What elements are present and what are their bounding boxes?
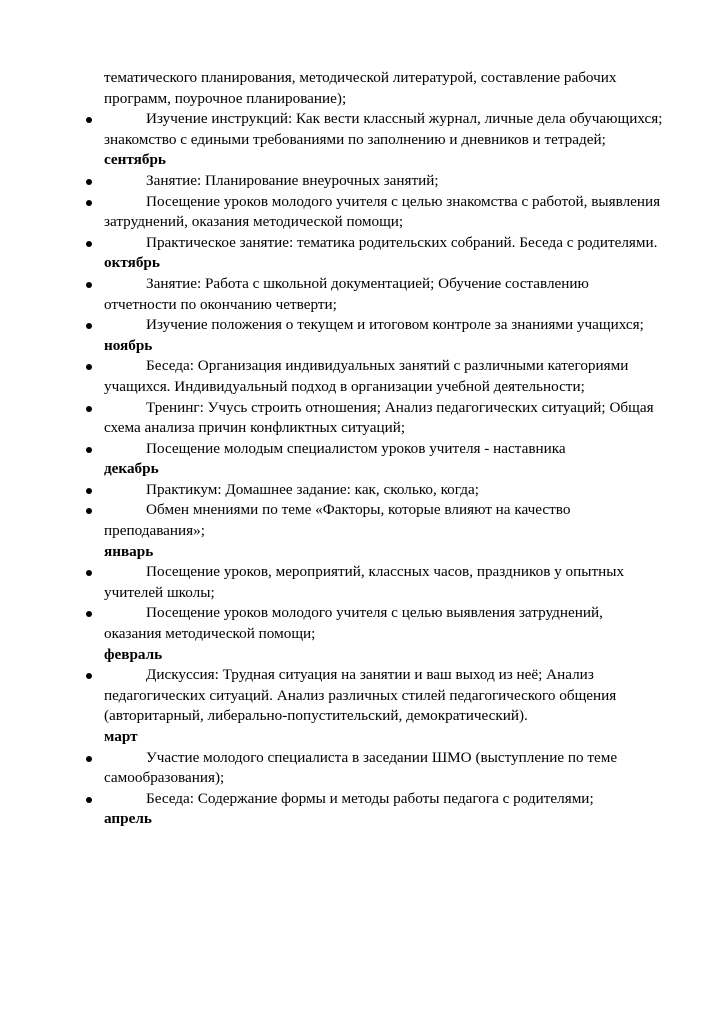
list-item-text: Посещение уроков, мероприятий, классных часов, праздников у опытных учителей школы; bbox=[104, 563, 625, 601]
bullet-icon bbox=[86, 611, 92, 617]
list-item bbox=[104, 665, 664, 727]
list-item bbox=[104, 480, 664, 501]
list-item bbox=[104, 109, 664, 150]
list-item-text: Беседа: Организация индивидуальных занятий с различными категориями учащихся. Индивидуальный подход в организации учебной деятельности; bbox=[104, 357, 629, 395]
bullet-icon bbox=[86, 117, 92, 123]
document-body bbox=[104, 68, 664, 830]
bullet-icon bbox=[86, 241, 92, 247]
month-heading: сентябрь bbox=[104, 151, 166, 169]
list-item-text: Практическое занятие: тематика родительских собраний. Беседа с родителями. bbox=[146, 233, 658, 251]
list-item bbox=[104, 356, 664, 397]
bullet-icon bbox=[86, 200, 92, 206]
month-heading: декабрь bbox=[104, 460, 159, 478]
list-item-text: Участие молодого специалиста в заседании ШМО (выступление по теме самообразования); bbox=[104, 748, 618, 787]
month-heading: апрель bbox=[104, 810, 152, 828]
list-item-text: Практикум: Домашнее задание: как, сколько, когда; bbox=[146, 480, 479, 498]
list-item-text: Беседа: Содержание формы и методы работы педагога с родителями; bbox=[146, 789, 594, 807]
list-item bbox=[104, 233, 664, 254]
bullet-icon bbox=[86, 406, 92, 412]
list-item bbox=[104, 192, 664, 233]
list-item-text: Занятие: Работа с школьной документацией; Обучение составлению отчетности по окончанию четверти; bbox=[104, 274, 589, 313]
list-item bbox=[104, 748, 664, 789]
list-item bbox=[104, 315, 664, 336]
bullet-icon bbox=[86, 508, 92, 514]
bullet-icon bbox=[86, 447, 92, 453]
paragraph: тематического планирования, методической литературой, составление рабочих программ, поурочное планирование); bbox=[104, 69, 617, 107]
list-item bbox=[104, 274, 664, 315]
month-heading: ноябрь bbox=[104, 336, 153, 354]
list-item-text: Изучение инструкций: Как вести классный журнал, личные дела обучающихся; знакомство с едиными требованиями по заполнению и дневников и тетрадей; bbox=[104, 110, 663, 148]
bullet-icon bbox=[86, 797, 92, 803]
month-heading: март bbox=[104, 728, 138, 745]
list-item-text: Посещение молодым специалистом уроков учителя - наставника bbox=[146, 439, 566, 457]
list-item-text: Посещение уроков молодого учителя с целью знакомства с работой, выявления затруднений, оказания методической помощи; bbox=[104, 192, 661, 231]
list-item bbox=[104, 789, 664, 810]
continuation-text bbox=[104, 68, 664, 109]
bullet-icon bbox=[86, 179, 92, 185]
month-heading: февраль bbox=[104, 645, 163, 663]
bullet-icon bbox=[86, 570, 92, 576]
month-heading: январь bbox=[104, 542, 154, 560]
bullet-icon bbox=[86, 756, 92, 762]
list-item bbox=[104, 439, 664, 460]
bullet-icon bbox=[86, 282, 92, 288]
bullet-icon bbox=[86, 364, 92, 370]
list-item-text: Тренинг: Учусь строить отношения; Анализ педагогических ситуаций; Общая схема анализа причин конфликтных ситуаций; bbox=[104, 398, 654, 437]
month-heading: октябрь bbox=[104, 254, 160, 272]
bullet-icon bbox=[86, 673, 92, 679]
bullet-icon bbox=[86, 323, 92, 329]
list-item-text: Обмен мнениями по теме «Факторы, которые влияют на качество преподавания»; bbox=[104, 501, 571, 540]
list-item bbox=[104, 398, 664, 439]
list-item-text: Посещение уроков молодого учителя с целью выявления затруднений, оказания методической помощи; bbox=[104, 604, 603, 643]
list-item bbox=[104, 562, 664, 603]
list-item bbox=[104, 171, 664, 192]
list-item bbox=[104, 603, 664, 644]
list-item-text: Изучение положения о текущем и итоговом контроле за знаниями учащихся; bbox=[146, 316, 644, 334]
bullet-icon bbox=[86, 488, 92, 494]
list-item-text: Дискуссия: Трудная ситуация на занятии и ваш выход из неё; Анализ педагогических ситуаций. Анализ различных стилей педагогического общения (авторитарный, либерально-попустительский, демократический). bbox=[104, 666, 617, 725]
list-item-text: Занятие: Планирование внеурочных занятий; bbox=[146, 171, 439, 189]
list-item bbox=[104, 500, 664, 541]
